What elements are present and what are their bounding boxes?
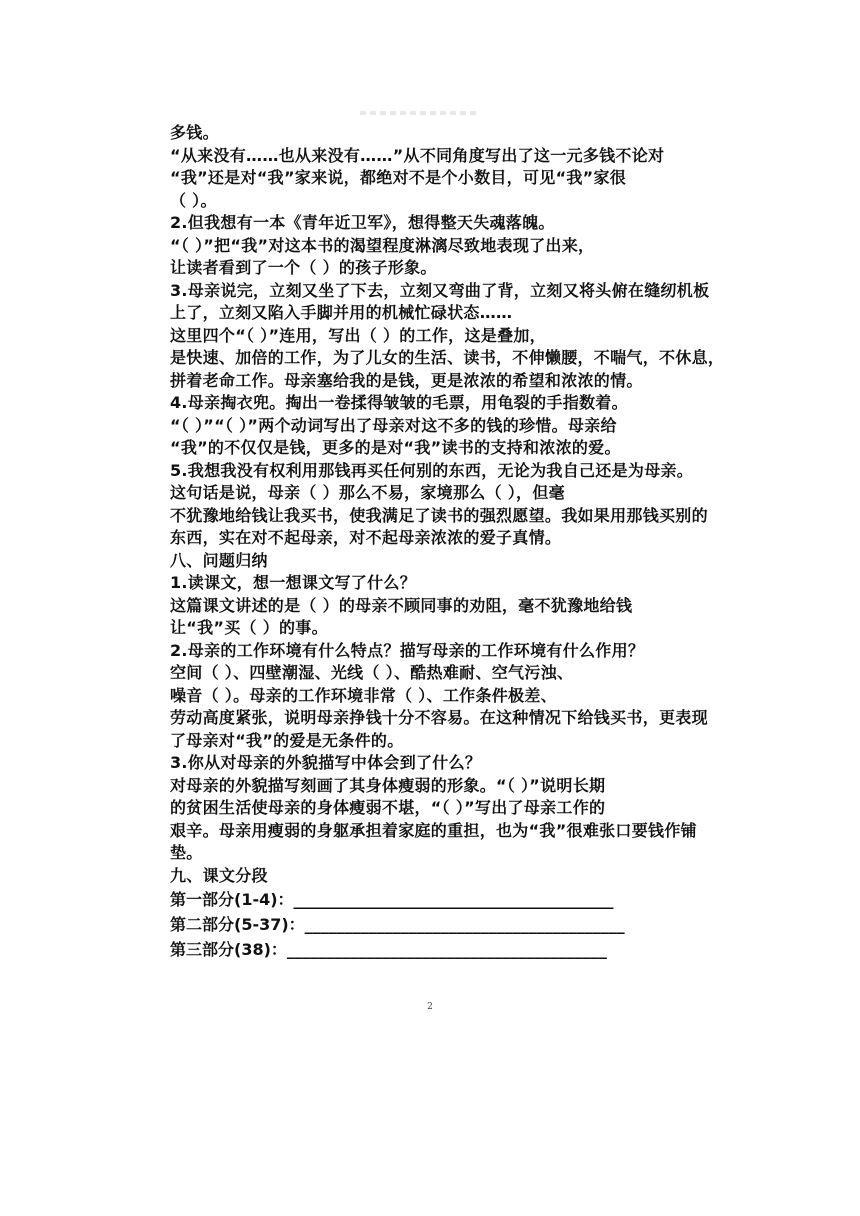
text-line: 了母亲对“我”的爱是无条件的。 (170, 730, 404, 750)
question-4: 4.母亲掏衣兜。掏出一卷揉得皱皱的毛票，用龟裂的手指数着。 (170, 393, 628, 412)
worksheet-content (170, 122, 780, 962)
text-line: 对母亲的外貌描写刻画了其身体瘦弱的形象。“（ ）”说明长期 (170, 775, 606, 795)
question-2: 2.但我想有一本《青年近卫军》，想得整天失魂落魄。 (170, 213, 555, 232)
question-3: 3.母亲说完，立刻又坐了下去，立刻又弯曲了背，立刻又将头俯在缝纫机板 (170, 280, 710, 300)
text-line: 艰辛。母亲用瘦弱的身躯承担着家庭的重担，也为“我”很难张口要钱作铺 (170, 820, 697, 840)
text-line: 让读者看到了一个（ ）的孩子形象。 (170, 258, 437, 277)
page-number: 2 (427, 1002, 433, 1012)
text-line: “我”的不仅仅是钱，更多的是对“我”读书的支持和浓浓的爱。 (170, 438, 621, 457)
question-5: 5.我想我没有权利用那钱再买任何别的东西，无论为我自己还是为母亲。 (170, 460, 694, 480)
text-line: 劳动高度紧张，说明母亲挣钱十分不容易。在这种情况下给钱买书，更表现 (170, 708, 708, 727)
summary-question-3: 3.你从对母亲的外貌描写中体会到了什么？ (170, 753, 482, 772)
section-9-title: 九、课文分段 (170, 865, 268, 885)
text-line: 空间（ ）、四壁潮湿、光线（ ）、酷热难耐、空气污浊、 (170, 663, 574, 682)
text-line: “从来没有……也从来没有……”从不同角度写出了这一元多钱不论对 (170, 145, 665, 165)
text-line: 东西，实在对不起母亲，对不起母亲浓浓的爱子真情。 (170, 528, 562, 547)
text-line: 的贫困生活使母亲的身体瘦弱不堪，“（ ）”写出了母亲工作的 (170, 798, 606, 817)
text-line: 是快速、加倍的工作，为了儿女的生活、读书，不伸懒腰，不喘气，不休息， (170, 348, 725, 367)
summary-question-2: 2.母亲的工作环境有什么特点？描写母亲的工作环境有什么作用？ (170, 640, 645, 660)
text-line: 噪音（ ）。母亲的工作环境非常（ ）、工作条件极差、 (170, 685, 557, 705)
section-8-title: 八、问题归纳 (170, 550, 268, 570)
segment-part-1: 第一部分(1-4)：________________________________________ (170, 890, 614, 909)
text-line: 多钱。 (170, 123, 219, 142)
text-line: 让“我”买（ ）的事。 (170, 618, 328, 637)
text-line: （ ）。 (170, 190, 217, 210)
text-line: 上了，立刻又陷入手脚并用的机械忙碌状态…… (170, 303, 513, 322)
segment-part-3: 第三部分(38)：________________________________________ (170, 940, 607, 959)
text-line: “我”还是对“我”家来说，都绝对不是个小数目，可见“我”家很 (170, 168, 627, 187)
text-line: 这里四个“（ ）”连用，写出（ ）的工作，这是叠加， (170, 325, 546, 345)
text-line: 这句话是说，母亲（ ）那么不易，家境那么（ ），但毫 (170, 483, 565, 502)
text-line: 拼着老命工作。母亲塞给我的是钱，更是浓浓的希望和浓浓的情。 (170, 370, 643, 390)
text-line: 不犹豫地给钱让我买书，使我满足了读书的强烈愿望。我如果用那钱买别的 (170, 505, 708, 525)
text-line: 这篇课文讲述的是（ ）的母亲不顾同事的劝阻，毫不犹豫地给钱 (170, 595, 633, 615)
text-line: “（ ）”“（ ）”两个动词写出了母亲对这不多的钱的珍惜。母亲给 (170, 415, 617, 435)
text-line: “（ ）”把“我”对这本书的渴望程度淋漓尽致地表现了出来， (170, 235, 595, 255)
scan-smudge (360, 111, 480, 115)
summary-question-1: 1.读课文，想一想课文写了什么？ (170, 573, 417, 592)
segment-part-2: 第二部分(5-37)：________________________________________ (170, 915, 625, 934)
text-line: 垫。 (170, 843, 203, 862)
